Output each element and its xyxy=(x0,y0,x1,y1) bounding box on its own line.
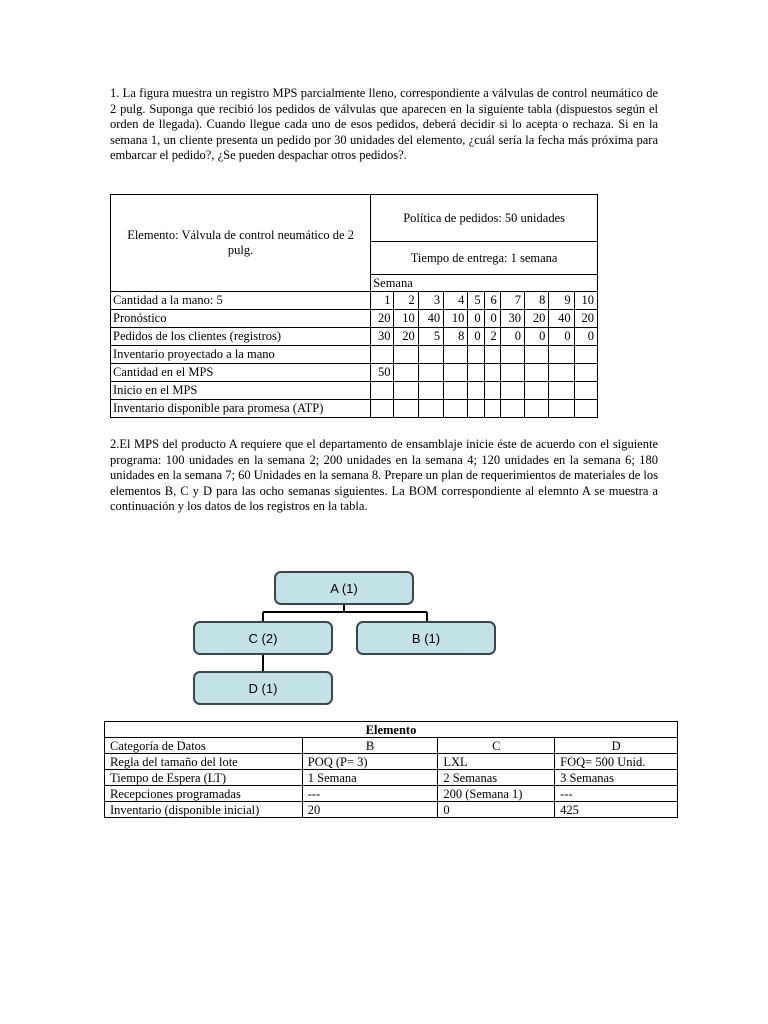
item-data-table xyxy=(104,721,678,818)
mps-cell: 20 xyxy=(394,328,418,346)
mps-cell: 0 xyxy=(468,328,484,346)
data-table-cell: Inventario (disponible inicial) xyxy=(105,802,303,818)
mps-cell: 1 xyxy=(371,292,394,310)
mps-cell: 10 xyxy=(444,310,468,328)
mps-cell: 20 xyxy=(371,310,394,328)
data-table-cell: Tiempo de Espera (LT) xyxy=(105,770,303,786)
mps-cell: 8 xyxy=(525,292,549,310)
mps-cell: 2 xyxy=(484,328,500,346)
data-table-row xyxy=(105,754,678,770)
mps-cell: 5 xyxy=(468,292,484,310)
data-table-cell: Regla del tamaño del lote xyxy=(105,754,303,770)
mps-element-label: Elemento: Válvula de control neumático de 2 pulg. xyxy=(111,195,371,292)
mps-cell: 10 xyxy=(574,292,597,310)
mps-row-label: Cantidad en el MPS xyxy=(111,364,371,382)
mps-row-label: Pronóstico xyxy=(111,310,371,328)
mps-order-policy: Política de pedidos: 50 unidades xyxy=(371,195,598,242)
mps-cell: 10 xyxy=(394,310,418,328)
mps-row-label: Inventario disponible para promesa (ATP) xyxy=(111,400,371,418)
mps-cell: 6 xyxy=(484,292,500,310)
mps-cell: 0 xyxy=(500,328,524,346)
data-table-cell: 425 xyxy=(555,802,678,818)
data-table-cell: POQ (P= 3) xyxy=(302,754,438,770)
data-table-cell: --- xyxy=(302,786,438,802)
mps-cell: 0 xyxy=(574,328,597,346)
bom-node-c: C (2) xyxy=(193,621,333,655)
data-table-title: Elemento xyxy=(105,722,678,738)
mps-cell: 40 xyxy=(549,310,574,328)
mps-cell: 7 xyxy=(500,292,524,310)
data-table-row xyxy=(105,786,678,802)
mps-cell: 0 xyxy=(468,310,484,328)
mps-lead-time: Tiempo de entrega: 1 semana xyxy=(371,242,598,275)
mps-cell: 0 xyxy=(484,310,500,328)
data-table-cell: FOQ= 500 Unid. xyxy=(555,754,678,770)
mps-cell: 4 xyxy=(444,292,468,310)
mps-cell: 30 xyxy=(500,310,524,328)
mps-cell: 5 xyxy=(418,328,443,346)
mps-row-label: Pedidos de los clientes (registros) xyxy=(111,328,371,346)
mps-cell: 40 xyxy=(418,310,443,328)
header-c: C xyxy=(438,738,555,754)
data-table-cell: LXL xyxy=(438,754,555,770)
problem-1-text: 1. La figura muestra un registro MPS parcialmente lleno, correspondiente a válvulas de control neumático de 2 pulg. Suponga que recibió los pedidos de válvulas que aparecen en la siguiente tabla (dispuestos según el orden de llegada). Cuando llegue cada uno de esos pedidos, deberá decidir si lo acepta o rechaza. Si en la semana 1, un cliente presenta un pedido por 30 unidades del elemento, ¿cuál sería la fecha más próxima para embarcar el pedido?, ¿Se pueden despachar otros pedidos?. xyxy=(110,86,658,163)
mps-cell: 3 xyxy=(418,292,443,310)
data-table-cell: 0 xyxy=(438,802,555,818)
mps-row-label: Inicio en el MPS xyxy=(111,382,371,400)
data-table-cell: 20 xyxy=(302,802,438,818)
header-d: D xyxy=(555,738,678,754)
mps-cell: 0 xyxy=(549,328,574,346)
header-category: Categoría de Datos xyxy=(105,738,303,754)
mps-cell: 30 xyxy=(371,328,394,346)
data-table-cell: 200 (Semana 1) xyxy=(438,786,555,802)
data-table-cell: Recepciones programadas xyxy=(105,786,303,802)
bom-node-b: B (1) xyxy=(356,621,496,655)
problem-2-text: 2.El MPS del producto A requiere que el departamento de ensamblaje inicie éste de acuerdo con el siguiente programa: 100 unidades en la semana 2; 200 unidades en la semana 4; 120 unidades en la semana 6; 180 unidades en la semana 7; 60 Unidades en la semana 8. Prepare un plan de requerimientos de materiales de los elementos B, C y D para las ocho semanas siguientes. La BOM correspondiente al elemnto A se muestra a continuación y los datos de los registros en la tabla. xyxy=(110,437,658,514)
header-b: B xyxy=(302,738,438,754)
mps-cell: 20 xyxy=(574,310,597,328)
mps-row-label: Inventario proyectado a la mano xyxy=(111,346,371,364)
data-table-row xyxy=(105,770,678,786)
bom-node-a: A (1) xyxy=(274,571,414,605)
data-table-cell: 3 Semanas xyxy=(555,770,678,786)
mps-row-label: Cantidad a la mano: 5 xyxy=(111,292,371,310)
mps-cell: 2 xyxy=(394,292,418,310)
data-table-row xyxy=(105,802,678,818)
data-table-cell: --- xyxy=(555,786,678,802)
data-table-cell: 1 Semana xyxy=(302,770,438,786)
mps-cell: 50 xyxy=(371,364,394,382)
mps-cell: 9 xyxy=(549,292,574,310)
bom-node-d: D (1) xyxy=(193,671,333,705)
mps-cell: 8 xyxy=(444,328,468,346)
data-table-cell: 2 Semanas xyxy=(438,770,555,786)
mps-cell: 0 xyxy=(525,328,549,346)
mps-cell: 20 xyxy=(525,310,549,328)
mps-week-label: Semana xyxy=(371,275,598,292)
